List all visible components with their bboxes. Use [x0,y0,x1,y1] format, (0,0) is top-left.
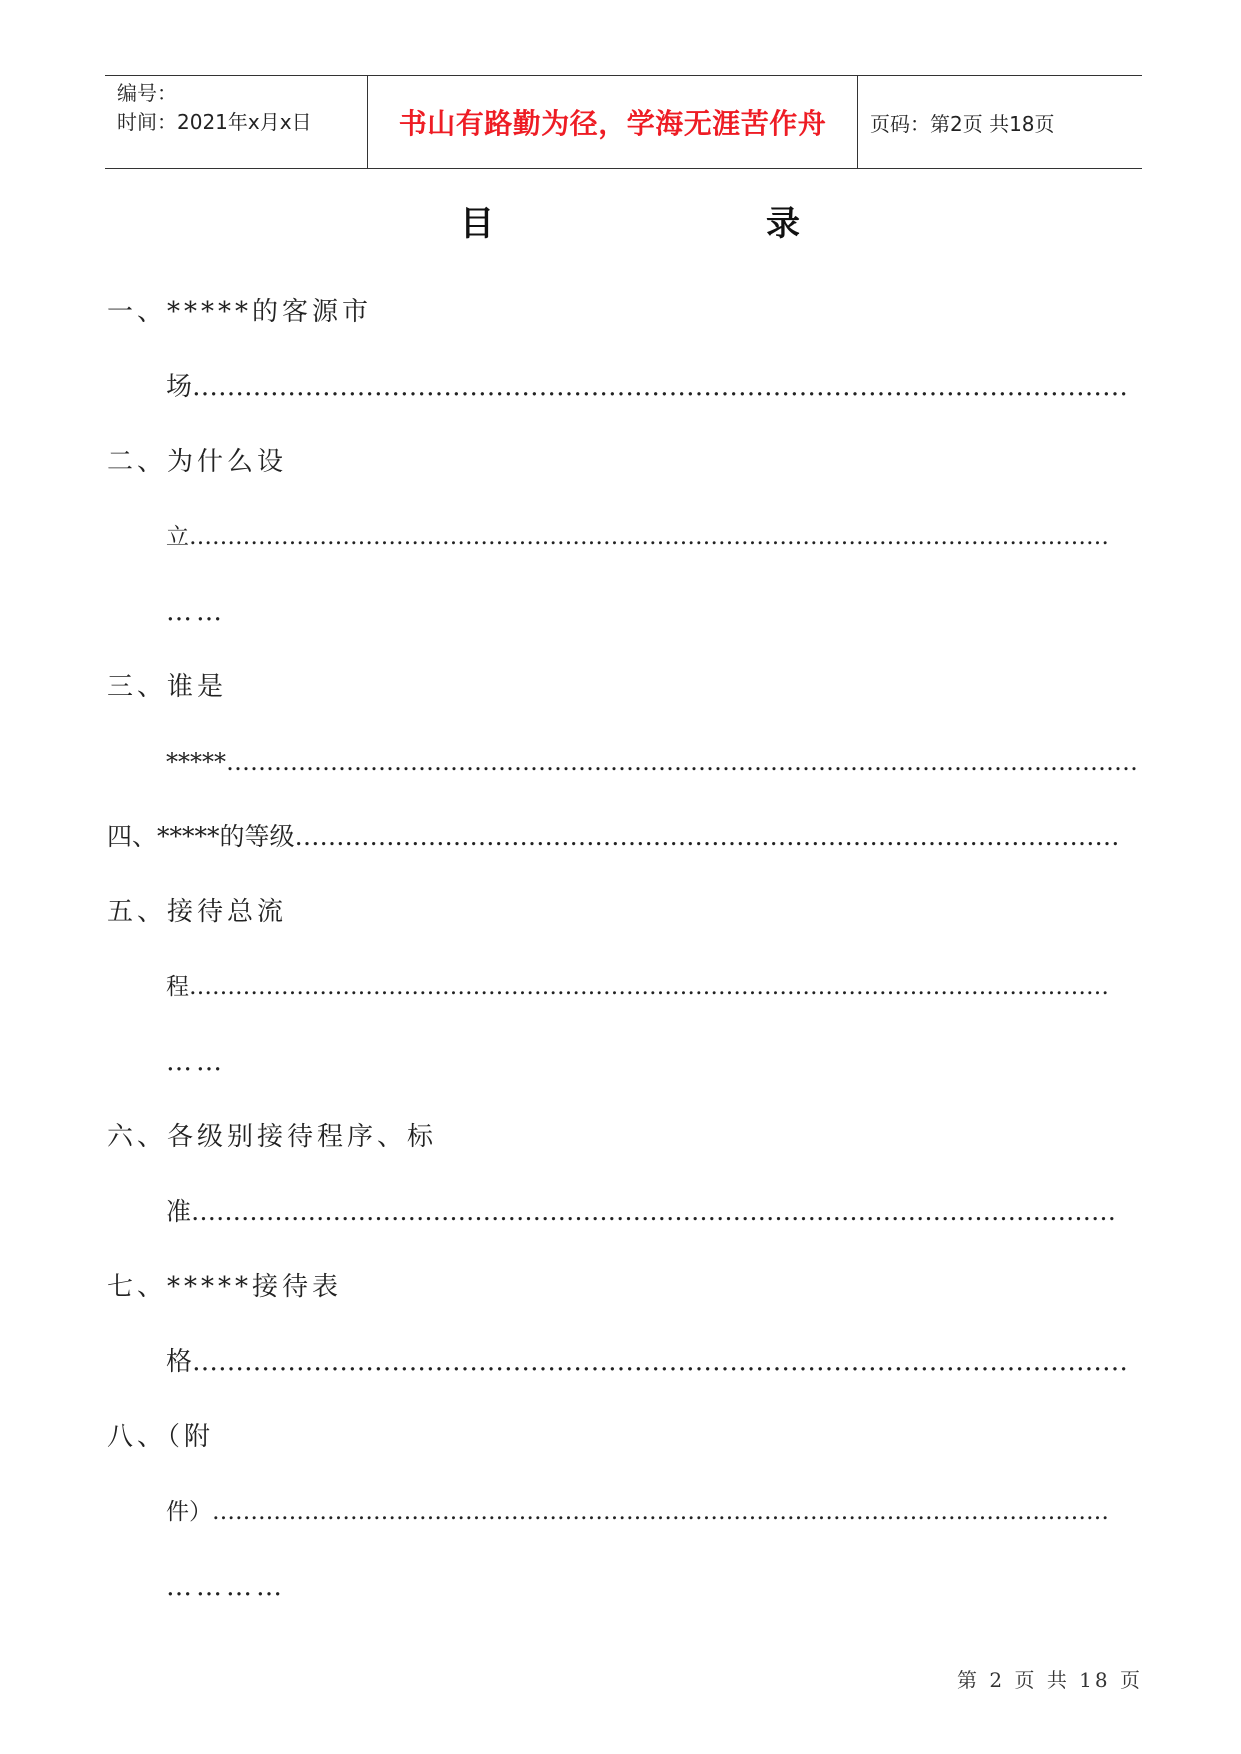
number-label: 编号： [117,81,177,105]
toc-item-5-cont: 程………………………………………………………………………………………………………… [166,974,1109,1000]
toc-title-left: 目 [460,204,494,244]
toc-item-1: 一、*****的客源市 [107,297,373,327]
toc-title [460,196,800,246]
toc-item-2-cont: 立………………………………………………………………………………………………………… [166,524,1109,550]
toc-item-2-cont-2: …… [166,597,226,627]
toc-item-3-cont: *****…………………………………………………………………………………………………… [166,748,1138,776]
toc-item-7: 七、*****接待表 [107,1272,343,1302]
toc-item-8-cont-2: ………… [166,1572,286,1602]
toc-item-2: 二、为什么设 [107,447,288,477]
document-header [105,75,1142,169]
toc-item-6-cont: 准………………………………………………………………………………………………… [166,1197,1117,1226]
header-page-cell [858,76,1142,168]
toc-item-5-cont-2: …… [166,1047,226,1077]
toc-item-1-cont: 场……………………………………………………………………………………………… [166,372,1128,402]
toc-item-5: 五、接待总流 [107,897,288,927]
toc-item-6: 六、各级别接待程序、标 [107,1122,438,1152]
motto-text: 书山有路勤为径，学海无涯苦作舟 [398,107,827,140]
header-motto-cell [368,76,858,168]
toc-item-8-cont: 件）……………………………………………………………………………………………………… [166,1499,1109,1525]
toc-item-7-cont: 格……………………………………………………………………………………………… [166,1347,1128,1377]
header-meta-cell [105,76,368,168]
header-page-info: 页码：第2页 共18页 [870,111,1055,136]
time-label: 时间：2021年x月x日 [117,110,312,134]
toc-item-3: 三、谁是 [107,672,228,702]
page-footer: 第 2 页 共 18 页 [957,1668,1143,1692]
toc-title-right: 录 [766,204,800,244]
toc-item-8: 八、（附 [107,1422,215,1452]
toc-item-4: 四、*****的等级……………………………………………………………………………………… [107,822,1120,851]
